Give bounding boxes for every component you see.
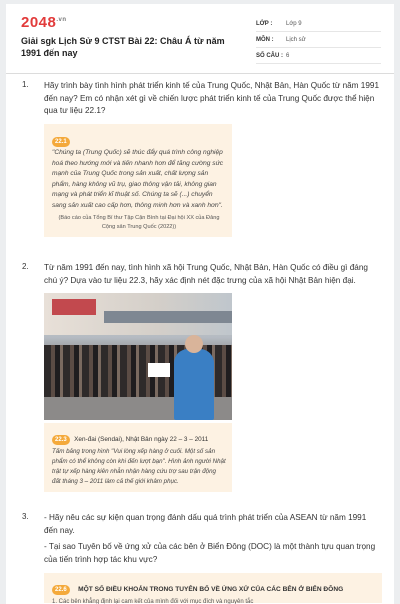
source-badge: 22.3 (52, 435, 70, 445)
caption-place: Xen-đai (Sendai), Nhật Bản ngày 22 – 3 – 2011 (74, 436, 209, 444)
document-page (6, 4, 394, 604)
question-number: 3. (22, 512, 29, 521)
source-box-22-6 (44, 573, 382, 603)
page-title: Giải sgk Lịch Sử 9 CTST Bài 22: Châu Á từ năm 1991 đến nay (21, 36, 225, 59)
source-box-22-1 (44, 124, 232, 237)
question-number: 2. (22, 262, 29, 271)
meta-row-count: SỐ CÂU : 6 (256, 48, 381, 64)
question-text-a: - Hãy nêu các sự kiện quan trọng đánh dấu quá trình phát triển của ASEAN từ năm 1991 đến nay. (44, 513, 367, 535)
question-text: Từ năm 1991 đến nay, tình hình xã hội Trung Quốc, Nhật Bản, Hàn Quốc có điều gì đáng chú ý? Dựa vào tư liệu 22.3, hãy xác định nét đặc trưng của xã hội Nhật Bản hiện đại. (44, 263, 368, 285)
document-header (6, 4, 394, 74)
question-text-b: - Tại sao Tuyên bố về ứng xử của các bên ở Biển Đông (DOC) là một thành tựu quan trọng của tiến trình hợp tác khu vực? (44, 542, 376, 565)
source-badge: 22.6 (52, 585, 70, 595)
question-text: Hãy trình bày tình hình phát triển kinh tế của Trung Quốc, Nhật Bản, Hàn Quốc từ năm 1991 đến nay? Em có nhận xét gì về chiến lược phát triển kinh tế của Trung Quốc được thể hiện qua tư liệu 22.1? (44, 81, 379, 116)
source-badge: 22.1 (52, 137, 70, 147)
caption-text: Tấm bảng trong hình "Vui lòng xếp hàng ở cuối. Một số sản phẩm có thể không còn khi đến lượt bạn". Hình ảnh người Nhật trật tự xếp hàng kiên nhẫn nhận hàng cứu trợ sau trận động đất tháng 3 – 2011 làm cả thế giới khâm phục. (52, 448, 226, 486)
sendai-queue-photo (44, 293, 232, 420)
photo-placard (148, 363, 170, 377)
question-1 (22, 80, 382, 237)
photo-man-blue-jacket (174, 349, 214, 420)
photo-red-sign (52, 299, 96, 315)
meta-row-grade: LỚP : Lớp 9 (256, 16, 381, 32)
box-title: MỘT SỐ ĐIỀU KHOẢN TRONG TUYÊN BỐ VỀ ỨNG XỬ CỦA CÁC BÊN Ở BIỂN ĐÔNG (78, 585, 344, 593)
question-2 (22, 262, 382, 492)
box-line: 1. Các bên khẳng định lại cam kết của mình đối với mục đích và nguyên tắc (52, 598, 254, 604)
question-3 (22, 512, 382, 603)
photo-awning (104, 311, 232, 323)
question-number: 1. (22, 80, 29, 89)
source-quote: "Chúng ta (Trung Quốc) sẽ thúc đẩy quá trình công nghiệp hoá theo hướng mới và tiến nhanh hơn để tăng cường sức mạnh của Trung Quốc trong sản xuất, chất lượng sản phẩm, hàng không vũ trụ, giao thông vận tải, không gian mạng và phát triển kĩ thuật số. Chúng ta sẽ (...) chuyển sang sản xuất cao cấp hơn, thông minh hơn và xanh hơn". (52, 149, 224, 209)
meta-info (256, 16, 381, 64)
source-citation: (Báo cáo của Tổng Bí thư Tập Cận Bình tại Đại hội XX của Đảng Cộng sản Trung Quốc (2022)) (58, 215, 220, 230)
site-logo[interactable]: $2048^{.vn}$ (21, 14, 67, 31)
meta-row-subject: MÔN : Lịch sử (256, 32, 381, 48)
photo-caption-box (44, 423, 232, 492)
